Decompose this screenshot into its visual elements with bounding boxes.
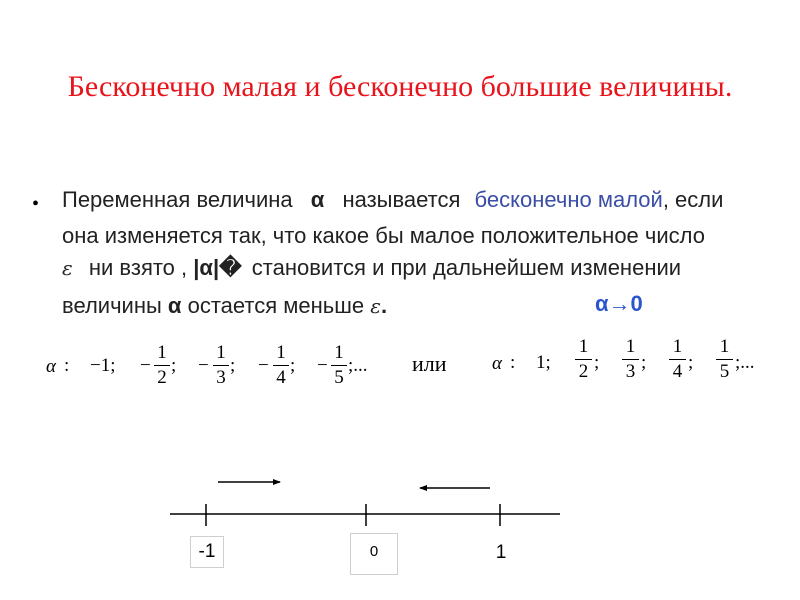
abs-alpha-symbol: |α|� <box>193 255 242 280</box>
epsilon-symbol: ε <box>62 256 73 280</box>
denominator: 4 <box>276 367 286 388</box>
epsilon-symbol: ε <box>370 294 381 318</box>
denominator: 5 <box>719 361 730 382</box>
text-segment: называется <box>342 187 461 212</box>
seq1-fraction <box>154 342 170 389</box>
paragraph-line-3 <box>62 255 681 281</box>
seq2-first-term: 1; <box>536 352 551 373</box>
fraction-bar <box>575 359 592 360</box>
alpha-symbol: α <box>310 187 325 212</box>
label-zero <box>350 533 398 575</box>
paragraph-line-1 <box>62 187 723 213</box>
fraction-bar <box>154 365 170 366</box>
label-one <box>490 538 512 568</box>
paragraph-line-4 <box>62 293 387 319</box>
seq1-sign: − <box>317 355 328 376</box>
numerator: 1 <box>216 342 226 363</box>
text-segment: она изменяется так, что какое бы малое положительное число <box>62 223 705 248</box>
fraction-bar <box>331 365 347 366</box>
label-minus-one <box>190 536 224 568</box>
number-line-diagram <box>0 470 800 530</box>
denominator: 3 <box>625 361 636 382</box>
label-text: 0 <box>369 543 379 560</box>
limit-notation: α→0 <box>595 291 643 316</box>
text-segment: , если <box>662 187 724 212</box>
seq1-alpha: α <box>46 356 56 377</box>
numerator: 1 <box>334 342 344 363</box>
seq1-first-term: −1; <box>90 355 116 376</box>
seq1-separator: ; <box>290 355 296 376</box>
denominator: 4 <box>672 361 683 382</box>
fraction-bar <box>273 365 289 366</box>
seq1-sign: − <box>258 355 269 376</box>
text-segment: остается меньше <box>187 293 365 318</box>
seq2-separator: ;... <box>735 352 755 373</box>
seq1-sign: − <box>198 355 209 376</box>
period: . <box>380 293 388 318</box>
seq2-separator: ; <box>688 352 694 373</box>
seq1-sign: − <box>140 355 151 376</box>
denominator: 2 <box>157 367 167 388</box>
text-segment: становится и при дальнейшем изменении <box>251 255 682 280</box>
numerator: 1 <box>157 342 167 363</box>
denominator: 2 <box>578 361 589 382</box>
seq2-alpha: α <box>492 353 502 374</box>
seq2-colon: : <box>510 352 516 373</box>
fraction-bar <box>213 365 229 366</box>
denominator: 3 <box>216 367 226 388</box>
seq1-separator: ; <box>171 355 177 376</box>
seq1-separator: ;... <box>348 355 368 376</box>
slide-title: Бесконечно малая и бесконечно большие величины. <box>67 70 733 103</box>
label-text: 1 <box>495 542 507 563</box>
numerator: 1 <box>578 336 589 357</box>
seq1-fraction <box>273 342 289 389</box>
seq2-fraction <box>575 336 592 383</box>
seq2-fraction <box>622 336 639 383</box>
fraction-bar <box>622 359 639 360</box>
seq2-separator: ; <box>594 352 600 373</box>
text-segment: ни взято , <box>88 255 188 280</box>
alpha-symbol: α <box>167 293 182 318</box>
label-text: -1 <box>198 541 216 562</box>
seq2-separator: ; <box>641 352 647 373</box>
bullet-icon: • <box>32 193 40 215</box>
fraction-bar <box>669 359 686 360</box>
text-segment: Переменная величина <box>62 187 293 212</box>
seq1-colon: : <box>64 355 70 376</box>
fraction-bar <box>716 359 733 360</box>
numerator: 1 <box>625 336 636 357</box>
paragraph-line-2 <box>62 223 705 249</box>
seq1-separator: ; <box>230 355 236 376</box>
seq1-fraction <box>213 342 229 389</box>
or-word: или <box>412 351 447 376</box>
denominator: 5 <box>334 367 344 388</box>
seq2-fraction <box>716 336 733 383</box>
numerator: 1 <box>672 336 683 357</box>
text-segment: величины <box>62 293 162 318</box>
seq2-fraction <box>669 336 686 383</box>
numerator: 1 <box>719 336 730 357</box>
numerator: 1 <box>276 342 286 363</box>
seq1-fraction <box>331 342 347 389</box>
highlighted-term: бесконечно малой <box>474 187 663 212</box>
